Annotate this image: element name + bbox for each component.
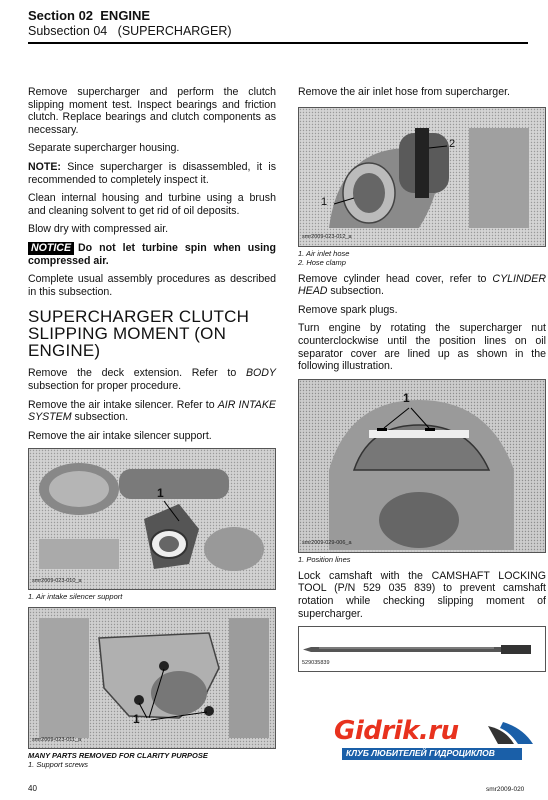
header-rule [28,42,528,44]
engine-photo [29,449,275,589]
note: NOTE: Since supercharger is disassembled, it is recommended to completely inspect it. [28,160,276,186]
club-logo [328,714,538,764]
figure-id: 529035839 [302,659,330,666]
callout-number: 1 [133,712,140,727]
figure-caption-bold: MANY PARTS REMOVED FOR CLARITY PURPOSE [28,751,208,761]
paragraph: Separate supercharger housing. [28,142,180,155]
paragraph: Remove the deck extension. Refer to BODY subsection for proper procedure. [28,367,276,392]
right-column [298,86,546,672]
callout-number: 1 [321,195,328,208]
figure-caption: 1. Air intake silencer support [28,592,123,602]
callout-number: 1 [157,486,164,501]
notice-badge: NOTICE [28,242,74,255]
section-title: Section 02 ENGINE [28,8,151,23]
figure-position-lines [298,379,546,553]
paragraph: Remove the air intake silencer. Refer to AIR INTAKE SYSTEM subsection. [28,398,276,424]
figure-air-intake-silencer-support [28,448,276,590]
paragraph: Remove the air intake silencer support. [28,429,212,442]
document-code: smr2009-020 [486,786,525,793]
figure-id: smr2009-023-010_a [32,577,82,584]
cross-reference[interactable]: BODY [245,367,276,380]
paragraph: Remove supercharger and perform the clutch slipping moment test. Inspect bearings and friction clutch. Replace bearings and clutch components as necessary. [28,86,276,136]
figure-caption: 1. Position lines [298,554,351,564]
figure-air-inlet-hose [298,107,546,247]
engine-photo [29,608,275,748]
paragraph: Blow dry with compressed air. [28,223,169,236]
callout-number: 2 [449,137,456,150]
page-number: 40 [28,784,37,793]
figure-camshaft-locking-tool [298,626,546,672]
tool-image [299,627,545,671]
figure-support-screws [28,607,276,749]
brand-name: Gidrik.ru [334,716,459,746]
paragraph: Remove the air inlet hose from supercharger. [298,86,510,98]
cross-reference[interactable]: AIR INTAKE SYSTEM [28,398,276,424]
callout-number: 1 [403,390,410,405]
paragraph: Turn engine by rotating the supercharger nut counterclockwise until the position lines on oil separator cover are lined up as shown in the following illustration. [298,322,546,373]
section-heading: SUPERCHARGER CLUTCH SLIPPING MOMENT (ON ENGINE) [28,307,250,361]
engine-photo [299,380,545,552]
figure-caption: 1. Support screws [28,760,89,770]
figure-id: smr2009-023-011_a [32,736,82,743]
figure-id: smr2009-029-006_a [302,540,352,547]
page-header [28,8,528,38]
figure-caption: 1. Air inlet hose 2. Hose clamp [298,248,350,267]
brand-tagline: КЛУБ ЛЮБИТЕЛЕЙ ГИДРОЦИКЛОВ [346,748,495,758]
paragraph: Clean internal housing and turbine using a brush and cleaning solvent to get rid of oil deposits. [28,192,276,217]
figure-id: smr2009-023-012_a [302,234,352,240]
notice: NOTICE Do not let turbine spin when using compressed air. [28,241,276,267]
paragraph: Complete usual assembly procedures as described in this subsection. [28,273,276,298]
paragraph: Remove spark plugs. [298,303,398,316]
cross-reference[interactable]: CYLINDER HEAD [298,272,546,298]
engine-photo [299,108,545,246]
paragraph: Remove cylinder head cover, refer to CYLINDER HEAD subsection. [298,272,546,298]
paragraph: Lock camshaft with the CAMSHAFT LOCKING TOOL (P/N 529 035 839) to prevent camshaft rotation while checking slipping moment of supercharger. [298,569,546,620]
left-column [28,86,276,775]
subsection-title: Subsection 04 (SUPERCHARGER) [28,24,232,38]
